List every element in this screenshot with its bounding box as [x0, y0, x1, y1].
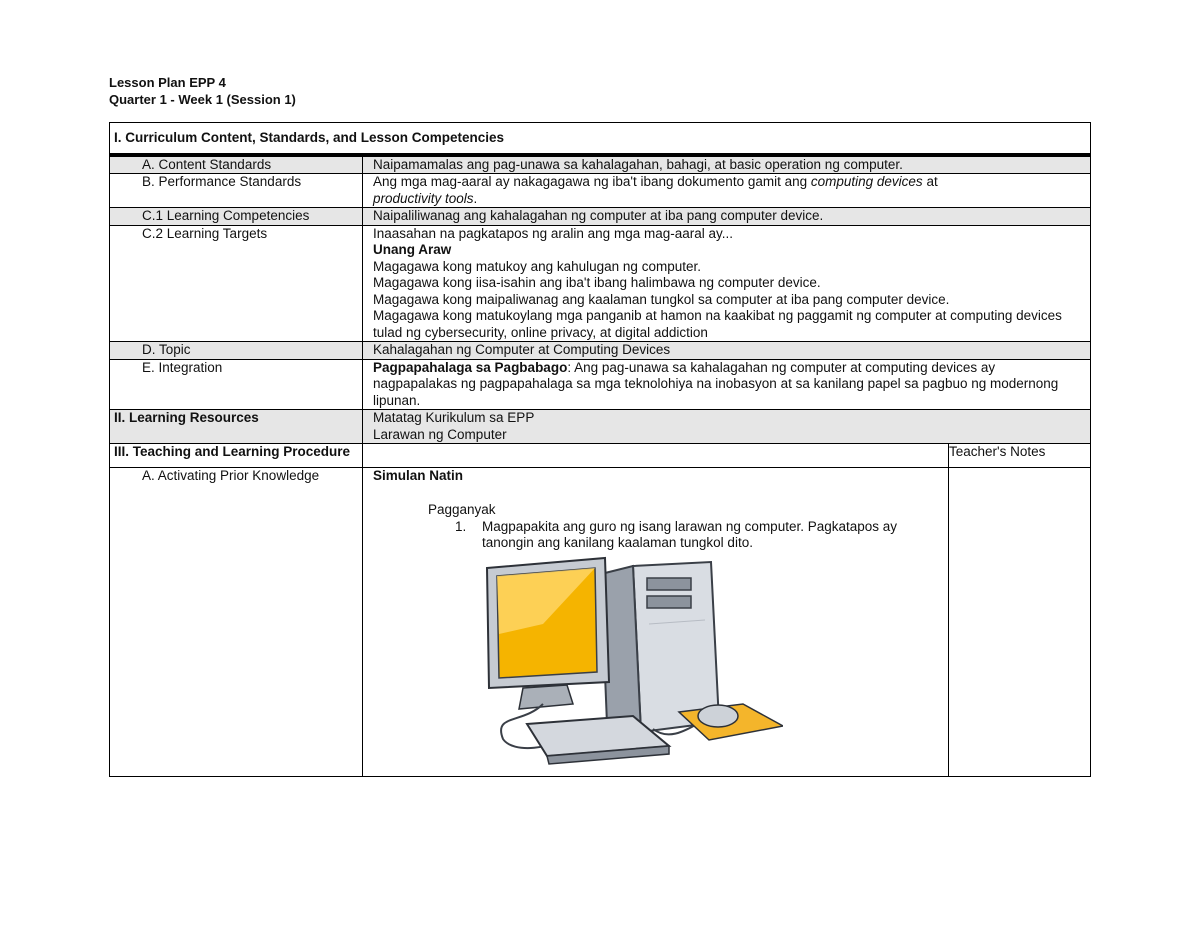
integration-value: Pagpapahalaga sa Pagbabago — [373, 359, 568, 375]
section-1-title: I. Curriculum Content, Standards, and Lesson Competencies — [110, 123, 1091, 155]
activity-cell — [363, 467, 949, 776]
text-part: . — [473, 190, 478, 206]
procedure-empty-cell — [363, 444, 949, 468]
row-text — [363, 174, 1091, 208]
resource-item: Matatag Kurikulum sa EPP — [373, 410, 535, 425]
target-item: Magagawa kong matukoy ang kahulugan ng computer. — [373, 258, 701, 274]
list-item — [373, 519, 940, 552]
topic-row — [110, 342, 1091, 360]
performance-standards-row — [110, 174, 1091, 208]
row-text: Naipamamalas ang pag-unawa sa kahalagahan, bahagi, at basic operation ng computer. — [363, 155, 1091, 174]
target-item: Magagawa kong maipaliwanag ang kaalaman tungkol sa computer at iba pang computer device. — [373, 291, 950, 307]
list-text: Magpapakita ang guro ng isang larawan ng computer. Pagkatapos ay tanongin ang kanilang kaalaman tungkol dito. — [482, 518, 898, 550]
row-text — [363, 359, 1091, 410]
targets-intro: Inaasahan na pagkatapos ng aralin ang mga mag-aaral ay... — [373, 225, 733, 241]
row-label: C.2 Learning Targets — [110, 225, 363, 342]
row-label: C.1 Learning Competencies — [110, 208, 363, 226]
text-part: Ang mga mag-aaral ay nakagagawa ng iba't ibang dokumento gamit ang — [373, 174, 811, 189]
learning-resources-row — [110, 410, 1091, 444]
content-standards-row — [110, 155, 1091, 174]
text-part: at — [922, 174, 938, 189]
section-3-title: III. Teaching and Learning Procedure — [110, 444, 363, 468]
integration-row — [110, 359, 1091, 410]
document-header — [109, 74, 296, 108]
row-text: Kahalagahan ng Computer at Computing Devices — [363, 342, 1091, 360]
learning-targets-row — [110, 225, 1091, 342]
section-2-title: II. Learning Resources — [110, 410, 363, 444]
desktop-computer-icon — [483, 554, 783, 772]
teachers-notes-cell — [949, 467, 1091, 776]
target-item: Magagawa kong matukoylang mga panganib at hamon na kaakibat ng paggamit ng computer at computing devices tulad ng cybersecurity, online privacy, at digital addiction — [373, 308, 1062, 340]
lesson-title: Lesson Plan EPP 4 — [109, 75, 226, 90]
lesson-plan-table — [109, 122, 1091, 777]
row-label: E. Integration — [110, 359, 363, 410]
resource-item: Larawan ng Computer — [373, 426, 507, 442]
target-item: Magagawa kong iisa-isahin ang iba't ibang halimbawa ng computer device. — [373, 275, 821, 290]
row-label: A. Content Standards — [110, 155, 363, 174]
italic-text: productivity tools — [373, 190, 474, 206]
activity-subheading: Pagganyak — [428, 502, 496, 517]
lesson-subtitle: Quarter 1 - Week 1 (Session 1) — [109, 92, 296, 107]
teachers-notes-header: Teacher's Notes — [949, 444, 1091, 468]
procedure-header-row — [110, 444, 1091, 468]
learning-targets-cell — [363, 225, 1091, 342]
row-text: Naipaliliwanag ang kahalagahan ng computer at iba pang computer device. — [363, 208, 1091, 226]
row-label: B. Performance Standards — [110, 174, 363, 208]
list-number: 1. — [455, 518, 467, 534]
resources-cell — [363, 410, 1091, 444]
italic-text: computing devices — [810, 174, 923, 189]
activating-prior-knowledge-row — [110, 467, 1091, 776]
integration-text: : Ang pag-unawa sa kahalagahan ng computer at computing devices ay nagpapalakas ng pagpapahalaga sa mga teknolohiya na inobasyon at sa kanilang papel sa pagbuo ng modernong lipunan. — [373, 359, 1059, 408]
section-1-header — [110, 123, 1091, 155]
row-label: D. Topic — [110, 342, 363, 360]
learning-competencies-row — [110, 208, 1091, 226]
row-label: A. Activating Prior Knowledge — [110, 467, 363, 776]
day-heading: Unang Araw — [373, 242, 452, 257]
activity-heading: Simulan Natin — [373, 467, 464, 483]
